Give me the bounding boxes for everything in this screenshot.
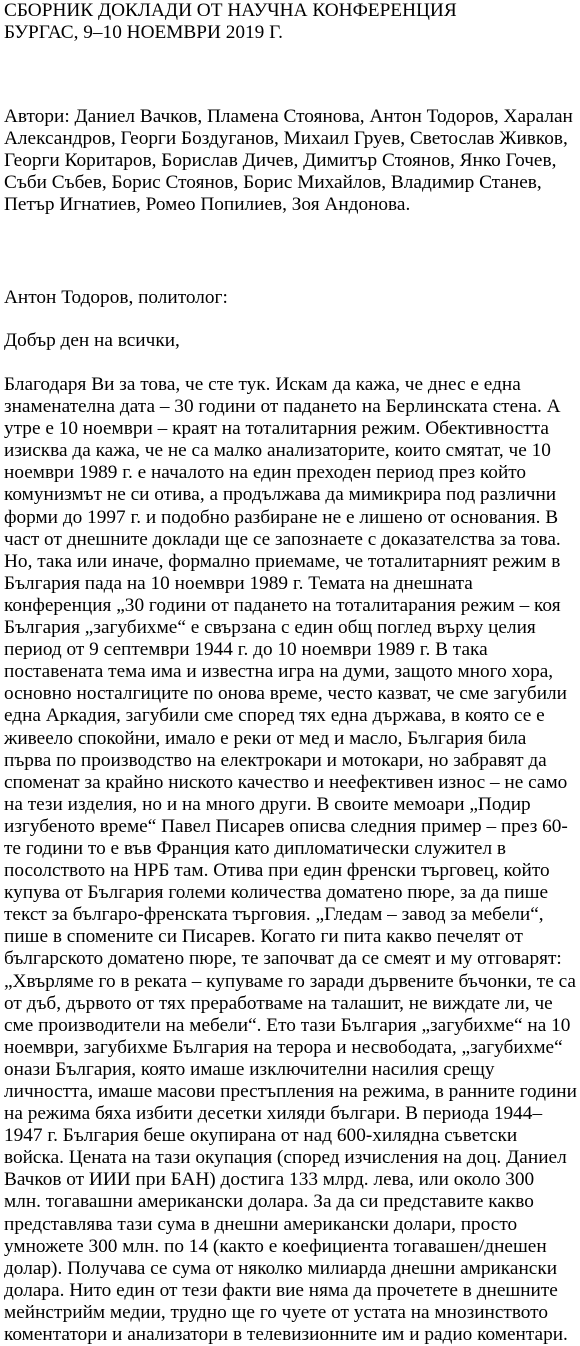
authors-line: Съби Събев, Борис Стоянов, Борис Михайлов, Владимир Станев, bbox=[4, 172, 542, 193]
body-line: живеело спокойни, имало е реки от мед и масло, България била bbox=[4, 727, 527, 749]
body-line: част от днешните доклади ще се запознаете с доказателства за това. bbox=[4, 528, 561, 550]
body-line: умножете 300 млн. по 14 (както е коефициента тогавашен/днешен bbox=[4, 1235, 547, 1257]
body-line: пише в спомените си Писарев. Когато ги пита какво печелят от bbox=[4, 926, 523, 948]
body-line: ноември 1989 г. е началото на един преходен период през който bbox=[4, 462, 527, 484]
authors-line: Александров, Георги Боздуганов, Михаил Груев, Светослав Живков, bbox=[4, 128, 568, 149]
body-line: от дъб, дървото от тях преработваме на талашит, не виждате ли, че bbox=[4, 992, 553, 1014]
body-line: коментатори и анализатори в телевизионните им и радио коментари. bbox=[4, 1324, 568, 1346]
body-line: мейнстрийм медии, трудно ще го чуете от устата на мнозинството bbox=[4, 1301, 548, 1323]
body-line: форми до 1997 г. и подобно разбиране не е лишено от основания. В bbox=[4, 506, 559, 528]
body-line: Благодаря Ви за това, че сте тук. Искам да кажа, че днес е една bbox=[4, 374, 521, 395]
body-line: конференция „30 години от падането на тоталитарания режим – коя bbox=[4, 594, 561, 616]
body-line: купува от България големи количества доматено пюре, за да пише bbox=[4, 882, 549, 904]
body-line: утре е 10 ноември – краят на тоталитарния режим. Обективността bbox=[4, 418, 549, 440]
body-line: 1947 г. България беше окупирана от над 600-хилядна съветски bbox=[4, 1125, 518, 1147]
body-line: знаменателна дата – 30 години от падането на Берлинската стена. А bbox=[4, 396, 561, 418]
body-line: първа по производство на електрокари и мотокари, но забравят да bbox=[4, 749, 547, 771]
body-line: долар). Получава се сума от няколко милиарда днешни амрикански bbox=[4, 1257, 558, 1279]
body-line: на режима бяха избити десетки хиляди българи. В периода 1944– bbox=[4, 1103, 543, 1125]
body-line: ноември, загубихме България на терора и несвободата, „загубихме“ bbox=[4, 1036, 563, 1058]
body-line: долара. Нито един от тези факти вие няма да прочетете в днешните bbox=[4, 1279, 558, 1301]
body-line: личността, имаше масови престъпления на режима, в ранните години bbox=[4, 1081, 577, 1102]
body-line: период от 9 септември 1944 г. до 10 ноември 1989 г. В така bbox=[4, 639, 488, 661]
body-line: една Аркадия, загубили сме според тях една държава, в която се е bbox=[4, 705, 545, 727]
body-line: млн. тогавашни американски долара. За да си представите какво bbox=[4, 1191, 534, 1213]
body-line: Вачков от ИИИ при БАН) достига 133 млрд. лева, или около 300 bbox=[4, 1169, 535, 1191]
body-line: онази България, която имаше изключителни насилия срещу bbox=[4, 1058, 495, 1080]
body-line: представлява тази сума в днешни американски долари, просто bbox=[4, 1213, 518, 1235]
body-line: посолството на НРБ там. Отива при един френски търговец, който bbox=[4, 860, 550, 882]
speaker-label: Антон Тодоров, политолог: bbox=[4, 287, 228, 308]
document-title bbox=[4, 0, 580, 44]
body-line: на тези изделия, но и на много други. В своите мемоари „Подир bbox=[4, 793, 531, 815]
body-line: комунизмът не си отива, а продължава да мимикрира под различни bbox=[4, 484, 557, 506]
authors-line: Петър Игнатиев, Ромео Попилиев, Зоя Андонова. bbox=[4, 194, 411, 215]
body-line: Но, така или иначе, формално приемаме, че тоталитарният режим в bbox=[4, 550, 561, 572]
document-page bbox=[4, 0, 580, 1346]
title-line: БУРГАС, 9–10 НОЕМВРИ 2019 Г. bbox=[4, 22, 283, 43]
body-line: изгубеното време“ Павел Писарев описва следния пример – през 60- bbox=[4, 815, 568, 837]
body-line: поставената тема има и известна игра на думи, защото много хора, bbox=[4, 661, 554, 683]
body-line: България „загубихме“ е свързана с един общ поглед върху целия bbox=[4, 617, 536, 639]
body-line: те години то е във Франция като дипломатически служител в bbox=[4, 837, 507, 859]
body-line: българското доматено пюре, те започват да се смеят и му отговарят: bbox=[4, 948, 562, 970]
body-paragraph bbox=[4, 374, 580, 1346]
title-line: СБОРНИК ДОКЛАДИ ОТ НАУЧНА КОНФЕРЕНЦИЯ bbox=[4, 0, 457, 21]
body-line: изисква да кажа, че не са малко анализаторите, които смятат, че 10 bbox=[4, 440, 551, 462]
body-line: текст за българо-френската търговия. „Гледам – завод за мебели“, bbox=[4, 904, 544, 926]
body-line: войска. Цената на тази окупация (според изчисления на доц. Даниел bbox=[4, 1147, 567, 1169]
body-line: България пада на 10 ноември 1989 г. Темата на днешната bbox=[4, 572, 473, 594]
body-line: „Хвърляме го в реката – купуваме го заради дървените бъчонки, те са bbox=[4, 970, 576, 992]
authors-line: Автори: Даниел Вачков, Пламена Стоянова, Антон Тодоров, Харалан bbox=[4, 106, 573, 127]
body-line: сме производители на мебели“. Ето тази България „загубихме“ на 10 bbox=[4, 1014, 571, 1036]
authors-line: Георги Коритаров, Борислав Дичев, Димитър Стоянов, Янко Гочев, bbox=[4, 150, 557, 171]
authors-paragraph bbox=[4, 106, 580, 216]
body-line: основно носталгиците по онова време, често казват, че сме загубили bbox=[4, 683, 567, 705]
greeting-text: Добър ден на всички, bbox=[4, 330, 180, 351]
body-line: споменат за крайно ниското качество и неефективен износ – не само bbox=[4, 771, 568, 793]
